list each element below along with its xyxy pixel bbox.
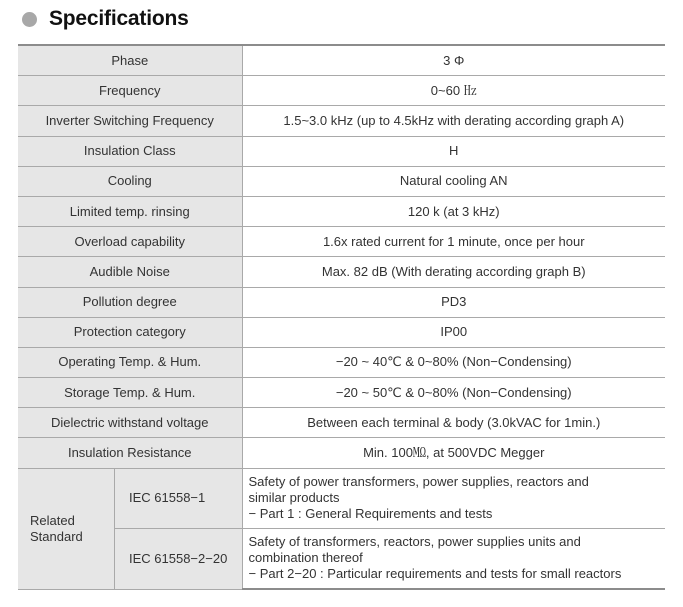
related-standard-group-label [18, 469, 115, 589]
standard-description [242, 528, 665, 589]
row-label: Inverter Switching Frequency [18, 106, 242, 136]
description-line: combination thereof [248, 550, 363, 566]
table-row [18, 136, 665, 166]
bullet-icon [22, 12, 37, 27]
table-row [18, 408, 665, 438]
row-value: 0~60 ㎐ [242, 76, 665, 106]
row-value: IP00 [242, 317, 665, 347]
row-label: Storage Temp. & Hum. [18, 378, 242, 408]
row-value: Min. 100㏁, at 500VDC Megger [242, 438, 665, 468]
row-value: 1.6x rated current for 1 minute, once per hour [242, 227, 665, 257]
table-row [18, 196, 665, 226]
description-line: Safety of power transformers, power supplies, reactors and [248, 474, 589, 490]
row-label: Operating Temp. & Hum. [18, 347, 242, 377]
standard-code: IEC 61558−1 [115, 469, 242, 530]
row-value: 3 Φ [242, 45, 665, 76]
group-label-line: Related [30, 512, 75, 528]
row-label: Cooling [18, 166, 242, 196]
row-value: Between each terminal & body (3.0kVAC for 1min.) [242, 408, 665, 438]
row-label: Dielectric withstand voltage [18, 408, 242, 438]
table-row-related-standard [18, 468, 665, 528]
table-row [18, 166, 665, 196]
row-value: −20 ~ 50℃ & 0~80% (Non−Condensing) [242, 378, 665, 408]
row-label: Insulation Class [18, 136, 242, 166]
table-row [18, 378, 665, 408]
row-value: Max. 82 dB (With derating according graph B) [242, 257, 665, 287]
row-label: Phase [18, 45, 242, 76]
specifications-table [18, 44, 665, 590]
table-row [18, 76, 665, 106]
row-value: H [242, 136, 665, 166]
table-row [18, 317, 665, 347]
description-line: − Part 2−20 : Particular requirements and tests for small reactors [248, 566, 622, 582]
table-row [18, 347, 665, 377]
row-label: Pollution degree [18, 287, 242, 317]
row-label: Frequency [18, 76, 242, 106]
description-line: − Part 1 : General Requirements and tests [248, 506, 493, 522]
section-title: Specifications [49, 7, 189, 30]
description-line: Safety of transformers, reactors, power supplies units and [248, 534, 581, 550]
table-row [18, 106, 665, 136]
row-value: PD3 [242, 287, 665, 317]
row-label: Audible Noise [18, 257, 242, 287]
row-value: Natural cooling AN [242, 166, 665, 196]
row-value: 1.5~3.0 kHz (up to 4.5kHz with derating according graph A) [242, 106, 665, 136]
standard-description [242, 468, 665, 528]
table-row [18, 438, 665, 468]
row-value: −20 ~ 40℃ & 0~80% (Non−Condensing) [242, 347, 665, 377]
table-row [18, 257, 665, 287]
row-label: Insulation Resistance [18, 438, 242, 468]
description-line: similar products [248, 490, 340, 506]
table-row [18, 45, 665, 76]
row-value: 120 k (at 3 kHz) [242, 196, 665, 226]
standard-code: IEC 61558−2−20 [115, 529, 242, 589]
group-label-line: Standard [30, 528, 83, 544]
row-label: Limited temp. rinsing [18, 196, 242, 226]
related-standard-cell [18, 468, 242, 589]
row-label: Overload capability [18, 227, 242, 257]
row-label: Protection category [18, 317, 242, 347]
section-header [22, 4, 189, 34]
table-row [18, 227, 665, 257]
table-row [18, 287, 665, 317]
